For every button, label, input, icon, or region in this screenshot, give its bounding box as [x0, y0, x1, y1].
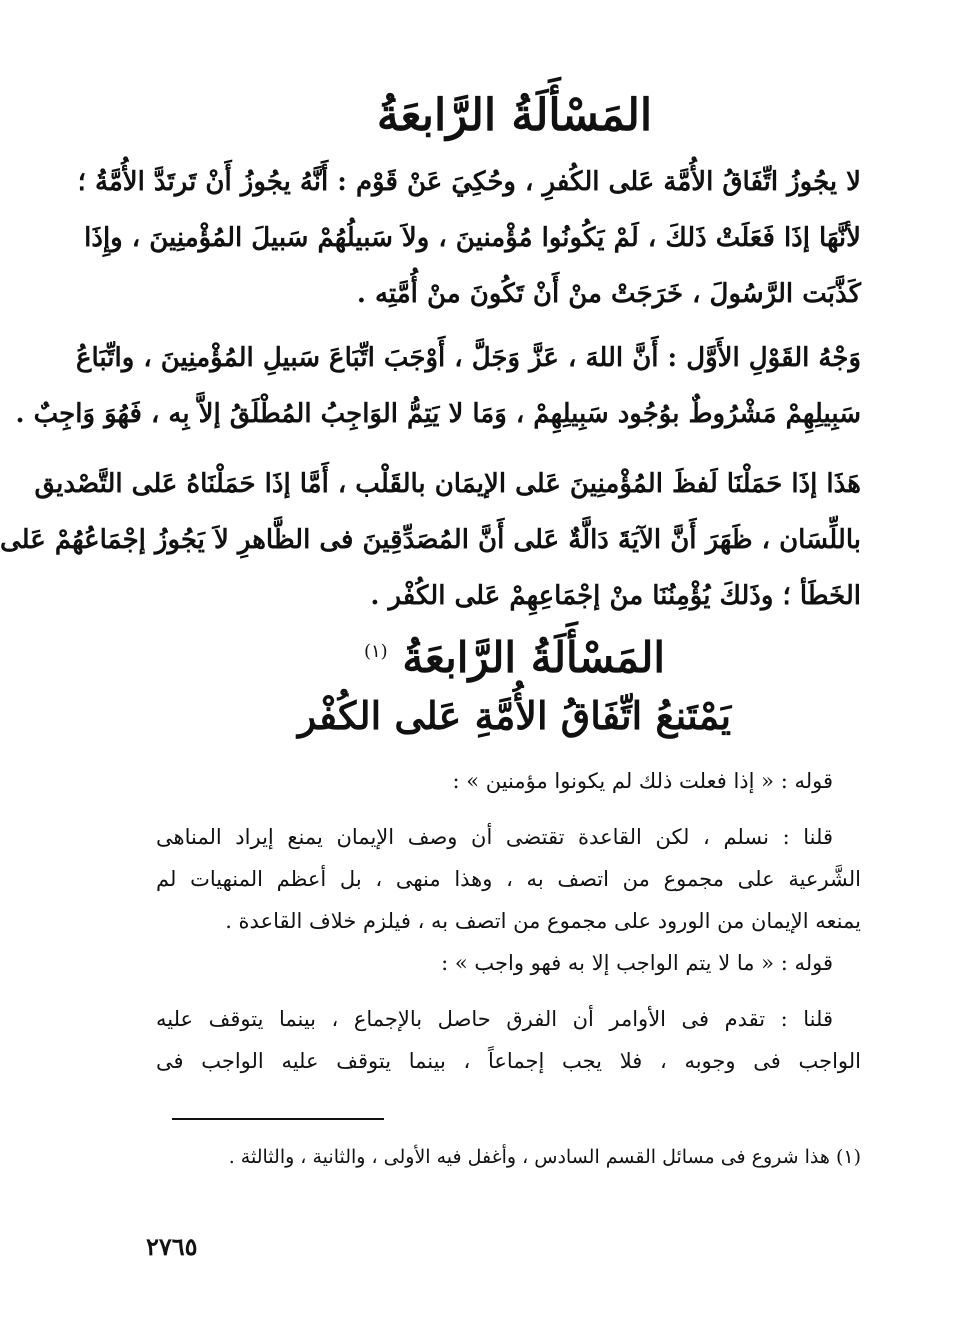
- text-line: سَبِيلِهِمْ مَشْرُوطٌ بوُجُود سَبِيلِهِمْ ، وَمَا لا يَتِمُّ الوَاجِبُ المُطْلَقُ إلاَّ بِه ، فَهُوَ وَاجِبٌ .: [15, 399, 861, 429]
- footnote-divider: [172, 1118, 384, 1120]
- page-number: ٢٧٦٥: [146, 1232, 198, 1261]
- commentary-subheading: يَمْتَنعُ اتِّفَاقُ الأُمَّةِ عَلى الكُفْر: [297, 693, 732, 738]
- commentary-block: [156, 760, 861, 1082]
- text-line: كَذَّبَت الرَّسُولَ ، خَرَجَتْ منْ أَنْ تَكُونَ منْ أُمَّتِه .: [356, 279, 861, 309]
- footnote: (١) هذا شروع فى مسائل القسم السادس ، وأغفل فيه الأولى ، والثانية ، والثالثة .: [228, 1146, 861, 1168]
- text-line: وَجْهُ القَوْلِ الأَوَّل : أَنَّ اللهَ ، عَزَّ وَجَلَّ ، أَوْجَبَ اتِّبَاعَ سَبيلِ المُؤْمنِينَ ، واتِّبَاعُ: [75, 343, 861, 373]
- text-line: الواجب فى وجوبه ، فلا يجب إجماعاً ، بينما يتوقف عليه الواجب فى: [156, 1049, 861, 1073]
- quote-line: قوله : « إذا فعلت ذلك لم يكونوا مؤمنين » :: [452, 769, 833, 793]
- quote-line: قوله : « ما لا يتم الواجب إلا به فهو واجب » :: [441, 951, 833, 975]
- text-line: قلنا : نسلم ، لكن القاعدة تقتضى أن وصف الإيمان يمنع إيراد المناهى: [156, 825, 833, 849]
- text-line: الشَّرعية على مجموع من اتصف به ، وهذا منهى ، بل أعظم المنهيات لم: [156, 867, 861, 891]
- section-heading: المَسْأَلَةُ الرَّابعَةُ: [376, 90, 653, 141]
- text-line: باللِّسَان ، ظَهَرَ أَنَّ الآيَةَ دَالَّةٌ عَلى أَنَّ المُصَدِّقِينَ فى الظَّاهرِ لاَ يَجُوزُ إجْمَاعُهُمْ عَلى: [0, 525, 861, 555]
- text-line: الخَطَأ ؛ وذَلكَ يُؤْمِنُنَا منْ إجْمَاعِهِمْ عَلى الكُفْر .: [370, 581, 861, 611]
- text-line: لأنَّهَا إذَا فَعَلَتْ ذَلكَ ، لَمْ يَكُونُوا مُؤْمنينَ ، ولاَ سَبيلُهُمْ سَبيلَ المُؤْمنِينَ ، وإِذَا: [84, 223, 861, 253]
- commentary-heading: [50, 622, 979, 688]
- footnote-reference: (١): [363, 641, 388, 662]
- text-line: يمنعه الإيمان من الورود على مجموع من اتصف به ، فيلزم خلاف القاعدة .: [225, 909, 861, 933]
- paragraph-2: [15, 330, 861, 442]
- text-line: قلنا : تقدم فى الأوامر أن الفرق حاصل بالإجماع ، بينما يتوقف عليه: [156, 1007, 833, 1031]
- paragraph-3: [0, 456, 861, 624]
- commentary-heading-text: المَسْأَلَةُ الرَّابعَةُ: [402, 633, 666, 682]
- paragraph-1: [77, 154, 861, 322]
- text-line: لا يجُوزُ اتِّفَاقُ الأُمَّة عَلى الكُفرِ ، وحُكِيَ عَنْ قَوْم : أَنَّهُ يجُوزُ أَنْ تَرتَدَّ الأُمَّةُ ؛: [77, 167, 861, 197]
- text-line: هَذَا إذَا حَمَلْنَا لَفظَ المُؤْمنِينَ عَلى الإيمَان بالقَلْب ، أَمَّا إذَا حَمَلْنَاهُ عَلى التَّصْديق: [34, 469, 861, 499]
